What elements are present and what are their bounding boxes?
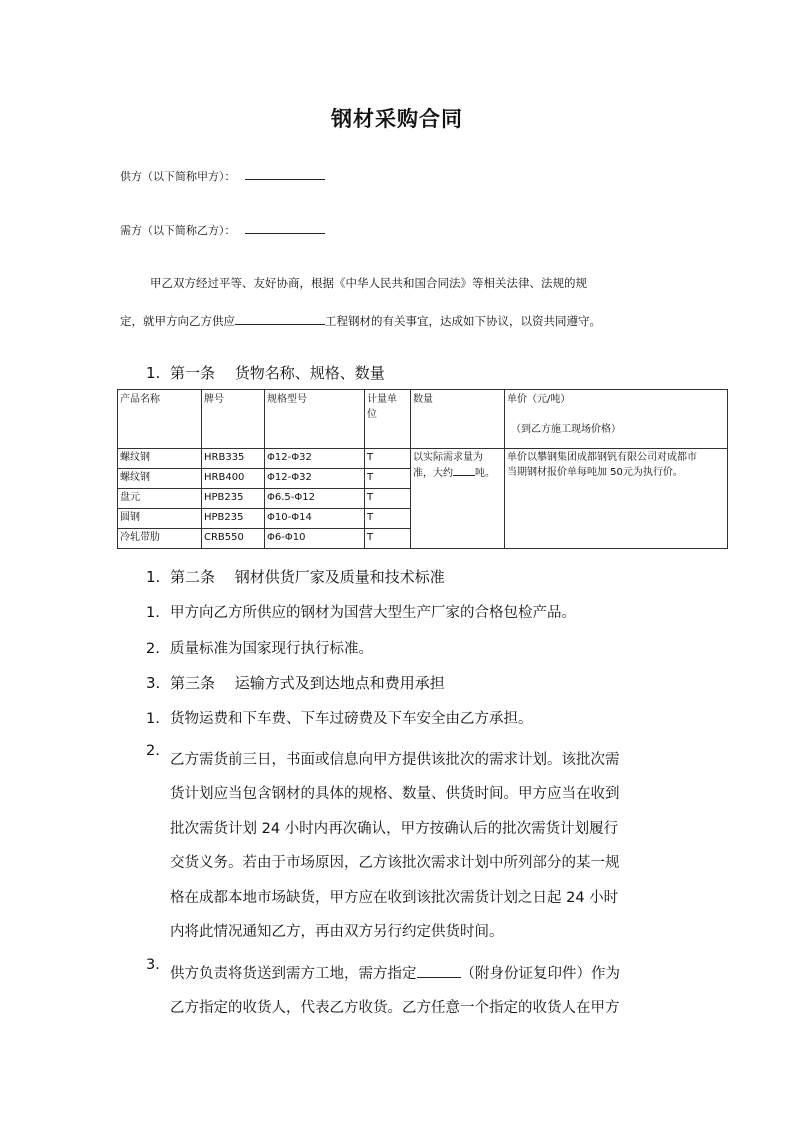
header-unit-1: 计量单 <box>367 394 397 405</box>
article-number: 3. <box>146 674 161 692</box>
supplier-line <box>120 167 325 184</box>
header-qty: 数量 <box>411 390 505 449</box>
intro-line-1: 甲乙双方经过平等、友好协商，根据《中华人民共和国合同法》等相关法律、法规的规 <box>150 276 587 290</box>
cell-product: 冷轧带肋 <box>118 529 202 549</box>
a3-item-2 <box>170 743 710 949</box>
article-title: 第三条 运输方式及到达地点和费用承担 <box>170 674 445 692</box>
a3-item-2-line: 交货义务。若由于市场原因，乙方该批次需求计划中所列部分的某一规 <box>170 855 620 872</box>
buyer-line <box>120 221 325 238</box>
cell-brand: HPB235 <box>202 489 265 509</box>
article-3-heading <box>146 672 445 693</box>
cell-price-note <box>505 449 728 549</box>
intro-line-2 <box>120 312 601 329</box>
qty-blank <box>453 465 475 476</box>
a3-item-2-line: 货计划应当包含钢材的具体的规格、数量、供货时间。甲方应当在收到 <box>170 786 620 803</box>
cell-spec: Φ6.5-Φ12 <box>265 489 365 509</box>
cell-spec: Φ10-Φ14 <box>265 509 365 529</box>
item-text: 质量标准为国家现行执行标准。 <box>170 641 373 657</box>
header-brand: 牌号 <box>202 390 265 449</box>
article-number: 1. <box>146 364 161 382</box>
supplier-blank <box>245 167 325 180</box>
price-note-1: 单价以攀钢集团成都钢钒有限公司对成都市 <box>507 452 697 463</box>
cell-unit: T <box>365 449 411 469</box>
goods-table <box>117 389 728 549</box>
table-header-row <box>118 390 728 449</box>
a3-item-3-number: 3. <box>146 957 160 973</box>
document-title: 钢材采购合同 <box>331 106 463 131</box>
cell-unit: T <box>365 529 411 549</box>
header-price-1: 单价（元/吨） <box>507 394 571 405</box>
cell-unit: T <box>365 489 411 509</box>
article-title: 第二条 钢材供货厂家及质量和技术标准 <box>170 568 445 586</box>
header-price <box>505 390 728 449</box>
article-number: 1. <box>146 568 161 586</box>
cell-qty-note <box>411 449 505 549</box>
item-number: 2. <box>146 641 160 657</box>
item-text: 货物运费和下车费、下车过磅费及下车安全由乙方承担。 <box>170 711 533 727</box>
item-number: 1. <box>146 605 160 621</box>
cell-brand: HRB335 <box>202 449 265 469</box>
cell-unit: T <box>365 469 411 489</box>
buyer-blank <box>245 221 325 234</box>
item-text: 甲方向乙方所供应的钢材为国营大型生产厂家的合格包检产品。 <box>170 605 576 621</box>
intro-text-b: 工程钢材的有关事宜，达成如下协议，以资共同遵守。 <box>325 314 601 328</box>
cell-product: 螺纹钢 <box>118 469 202 489</box>
a3-item-3 <box>170 957 710 1026</box>
receiver-blank <box>417 963 461 978</box>
project-blank <box>235 312 325 325</box>
a3-item-2-line: 乙方需货前三日，书面或信息向甲方提供该批次的需求计划。该批次需 <box>170 752 620 768</box>
cell-product: 盘元 <box>118 489 202 509</box>
header-price-2: （到乙方施工现场价格） <box>511 424 621 435</box>
cell-brand: CRB550 <box>202 529 265 549</box>
header-unit <box>365 390 411 449</box>
qty-note-2a: 准，大约 <box>413 468 453 479</box>
a3-item-2-line: 批次需货计划 24 小时内再次确认，甲方按确认后的批次需货计划履行 <box>170 820 619 837</box>
qty-note-2b: 吨。 <box>475 468 495 479</box>
a3-item-2-line: 格在成都本地市场缺货，甲方应在收到该批次需货计划之日起 24 小时 <box>170 889 619 906</box>
a3-item-3-line-1 <box>170 957 710 991</box>
a3-item-1 <box>146 707 533 728</box>
cell-brand: HRB400 <box>202 469 265 489</box>
cell-spec: Φ12-Φ32 <box>265 469 365 489</box>
header-unit-2: 位 <box>367 409 377 420</box>
a3-item-3-line-2: 乙方指定的收货人，代表乙方收货。乙方任意一个指定的收货人在甲方 <box>170 1000 620 1017</box>
cell-spec: Φ12-Φ32 <box>265 449 365 469</box>
table-row <box>118 449 728 469</box>
cell-unit: T <box>365 509 411 529</box>
cell-brand: HPB235 <box>202 509 265 529</box>
article-1-heading <box>146 362 385 383</box>
qty-note-1: 以实际需求量为 <box>413 452 483 463</box>
cell-product: 圆钢 <box>118 509 202 529</box>
supplier-label: 供方（以下简称甲方）： <box>120 170 236 183</box>
intro-text-a: 定，就甲方向乙方供应 <box>120 314 235 328</box>
a3-item-3-text-b: （附身份证复印件）作为 <box>460 966 620 982</box>
price-note-2: 当期钢材报价单每吨加 50元为执行价。 <box>507 467 683 478</box>
header-spec: 规格型号 <box>265 390 365 449</box>
cell-product: 螺纹钢 <box>118 449 202 469</box>
article-2-heading <box>146 566 445 587</box>
a3-item-2-line: 内将此情况通知乙方，再由双方另行约定供货时间。 <box>170 924 504 941</box>
a2-item-2 <box>146 637 373 658</box>
a3-item-3-text-a: 供方负责将货送到需方工地，需方指定 <box>170 966 417 982</box>
item-number: 1. <box>146 711 160 727</box>
a2-item-1 <box>146 601 576 622</box>
article-title: 第一条 货物名称、规格、数量 <box>170 364 385 382</box>
header-product: 产品名称 <box>118 390 202 449</box>
cell-spec: Φ6-Φ10 <box>265 529 365 549</box>
a3-item-2-number: 2. <box>146 743 160 759</box>
buyer-label: 需方（以下简称乙方）： <box>120 224 236 237</box>
